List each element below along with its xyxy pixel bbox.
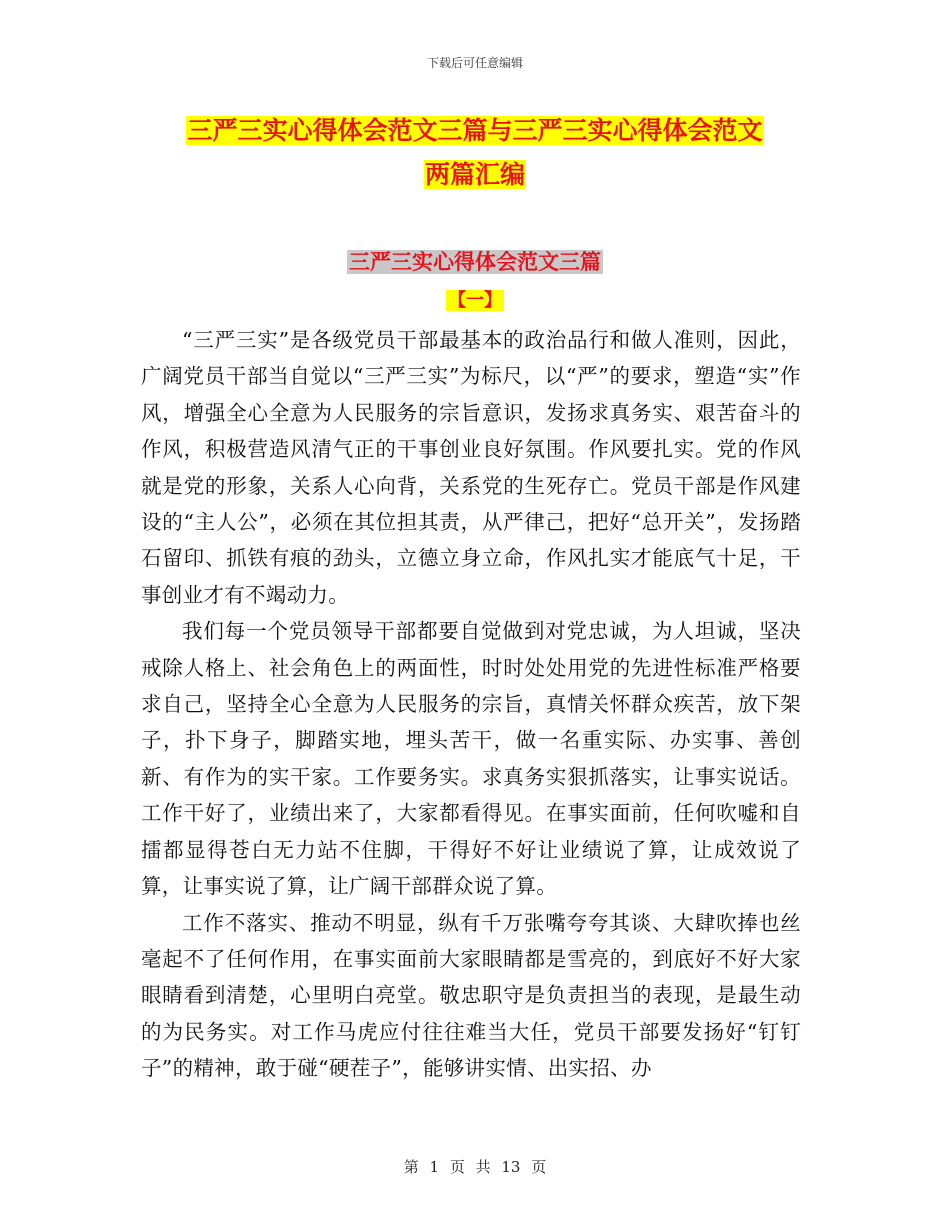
document-title-line-2 <box>0 157 950 193</box>
paragraph: 我们每一个党员领导干部都要自觉做到对党忠诚，为人坦诚，坚决戒除人格上、社会角色上的两面性，时时处处用党的先进性标准严格要求自己，坚持全心全意为人民服务的宗旨，真情关怀群众疾苦，放下架子，扑下身子，脚踏实地，埋头苦干，做一名重实际、办实事、善创新、有作为的实干家。工作要务实。求真务实狠抓落实，让事实说话。工作干好了，业绩出来了，大家都看得见。在事实面前，任何吹嘘和自擂都显得苍白无力站不住脚，干得好不好让业绩说了算，让成效说了算，让事实说了算，让广阔干部群众说了算。 <box>141 619 801 899</box>
part-marker <box>0 287 950 315</box>
part-marker-text: 【一】 <box>448 290 502 311</box>
paragraph: 工作不落实、推动不明显，纵有千万张嘴夸夸其谈、大肆吹捧也丝毫起不了任何作用，在事实面前大家眼睛都是雪亮的，到底好不好大家眼睛看到清楚，心里明白亮堂。敬忠职守是负责担当的表现，是最生动的为民务实。对工作马虎应付往往难当大任，党员干部要发扬好“钉钉子”的精神，敢于碰“硬茬子”，能够讲实情、出实招、办 <box>141 910 801 1081</box>
section-heading <box>0 246 950 278</box>
paragraph: “三严三实”是各级党员干部最基本的政治品行和做人准则，因此，广阔党员干部当自觉以“三严三实”为标尺，以“严”的要求，塑造“实”作风，增强全心全意为人民服务的宗旨意识，发扬求真务实、艰苦奋斗的作风，积极营造风清气正的干事创业良好氛围。作风要扎实。党的作风就是党的形象，关系人心向背，关系党的生死存亡。党员干部是作风建设的“主人公”，必须在其位担其责，从严律己，把好“总开关”，发扬踏石留印、抓铁有痕的劲头，立德立身立命，作风扎实才能底气十足，干事创业才有不竭动力。 <box>141 328 801 607</box>
document-title-line-1-text: 三严三实心得体会范文三篇与三严三实心得体会范文 <box>187 116 763 145</box>
page-footer: 第 1 页 共 13 页 <box>403 1158 547 1176</box>
document-title-line-2-text: 两篇汇编 <box>424 160 525 189</box>
body-text <box>141 322 801 1087</box>
header-note: 下载后可任意编辑 <box>426 56 523 70</box>
section-heading-text: 三严三实心得体会范文三篇 <box>349 250 601 274</box>
document-title-line-1 <box>0 113 950 149</box>
